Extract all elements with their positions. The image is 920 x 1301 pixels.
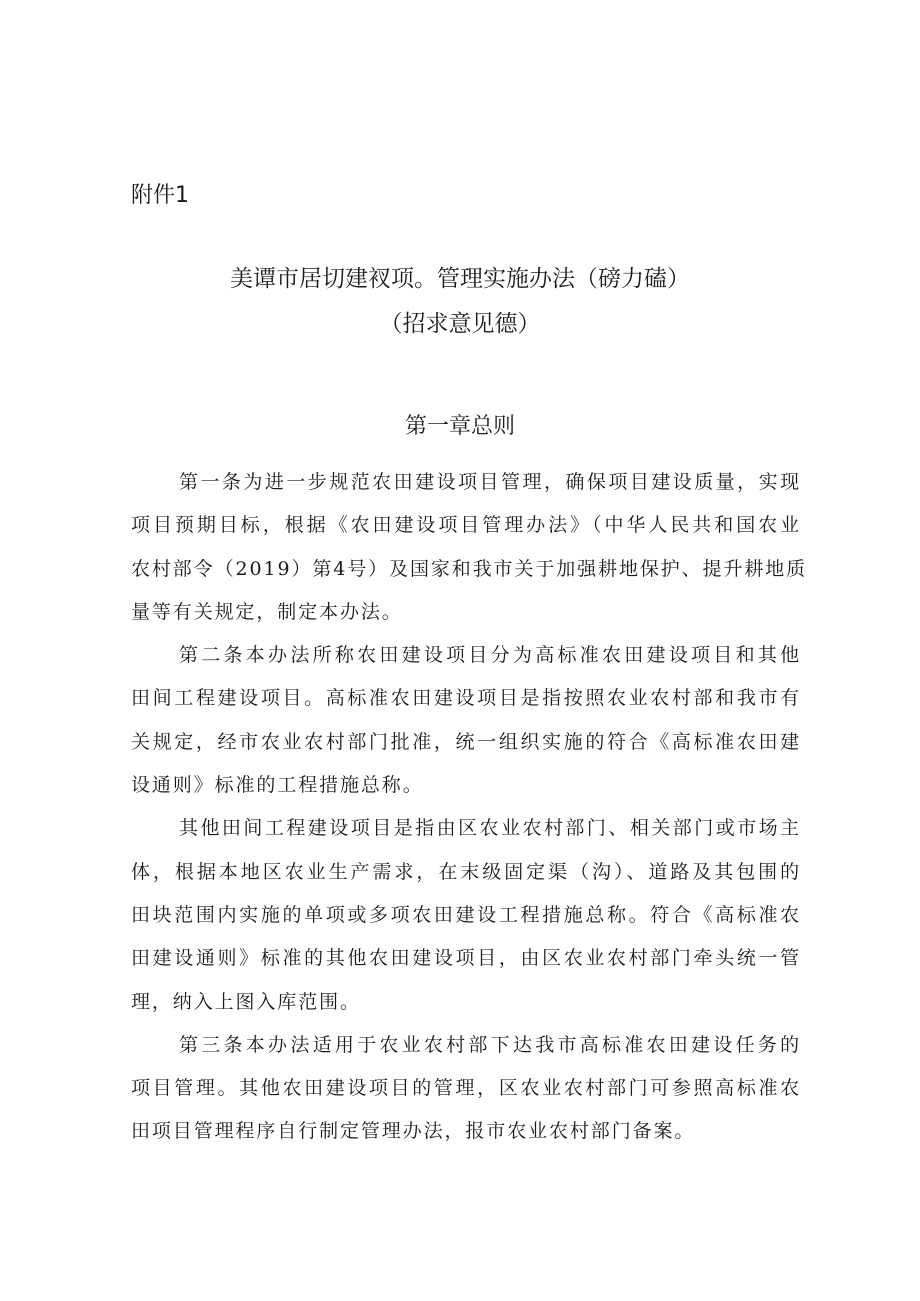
paragraph-line: 农村部令（2019）第4号）及国家和我市关于加强耕地保护、提升耕地质 [131,557,808,580]
paragraph-line: 第三条本办法适用于农业农村部下达我市高标准农田建设任务的 [179,1033,801,1056]
paragraph-line: 田间工程建设项目。高标准农田建设项目是指按照农业农村部和我市有 [131,687,801,710]
document-subtitle: （招求意见德） [379,311,541,337]
document-title: 美谭市居切建衩项。管理实施办法（磅力磕） [230,266,690,292]
paragraph-line: 田项目管理程序自行制定管理办法，报市农业农村部门备案。 [131,1120,696,1143]
paragraph-article-2 [131,634,801,807]
paragraph-line: 第一条为进一步规范农田建设项目管理，确保项目建设质量，实现 [179,471,801,493]
paragraph-line: 田建设通则》标准的其他农田建设项目，由区农业农村部门牵头统一管 [131,947,801,970]
document-body [131,461,808,1154]
paragraph-line: 项目预期目标，根据《农田建设项目管理办法》（中华人民共和国农业 [131,514,801,537]
attachment-label: 附件1 [131,183,189,208]
paragraph-line: 其他田间工程建设项目是指由区农业农村部门、相关部门或市场主 [179,817,801,840]
paragraph-article-1 [131,461,808,634]
paragraph-line: 关规定，经市农业农村部门批准，统一组织实施的符合《高标准农田建 [131,730,801,753]
paragraph-line: 量等有关规定，制定本办法。 [131,600,403,623]
paragraph-line: 田块范围内实施的单项或多项农田建设工程措施总称。符合《高标准农 [131,903,801,926]
paragraph-other-projects [131,807,801,1023]
chapter-heading: 第一章总则 [404,414,515,439]
paragraph-line: 第二条本办法所称农田建设项目分为高标准农田建设项目和其他 [179,644,801,667]
paragraph-article-3 [131,1024,801,1154]
paragraph-line: 项目管理。其他农田建设项目的管理，区农业农村部门可参照高标准农 [131,1077,801,1100]
paragraph-line: 设通则》标准的工程措施总称。 [131,774,424,797]
paragraph-line: 理，纳入上图入库范围。 [131,990,361,1013]
paragraph-line: 体，根据本地区农业生产需求，在末级固定渠（沟）、道路及其包围的 [131,860,801,883]
